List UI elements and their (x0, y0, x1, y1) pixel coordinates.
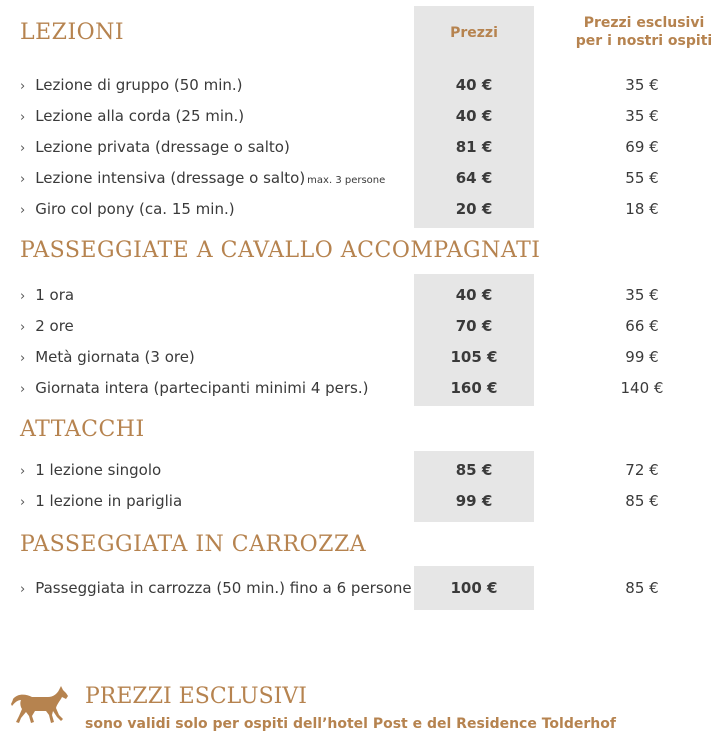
header-esclusivi-line2: per i nostri ospiti (575, 33, 713, 49)
footer-subtitle: sono validi solo per ospiti dell’hotel Post e del Residence Tolderhof (85, 716, 616, 732)
price-row (0, 373, 720, 404)
row-label-text: Giro col pony (ca. 15 min.) (35, 200, 235, 218)
row-price: 105 € (450, 348, 498, 366)
row-label (20, 138, 290, 156)
row-label (20, 379, 368, 397)
row-label (20, 317, 74, 335)
row-exclusive-price: 35 € (625, 107, 659, 125)
chevron-right-icon: › (20, 582, 26, 597)
row-price: 70 € (455, 317, 493, 335)
row-label (20, 76, 243, 94)
row-price: 20 € (455, 200, 493, 218)
row-label (20, 169, 385, 187)
price-row (0, 342, 720, 373)
price-row (0, 101, 720, 132)
price-row (0, 132, 720, 163)
row-label-text: Passeggiata in carrozza (50 min.) fino a 6 persone (35, 579, 412, 597)
header-esclusivi-line1: Prezzi esclusivi (583, 15, 705, 31)
row-label-text: Lezione di gruppo (50 min.) (35, 76, 243, 94)
row-exclusive-price: 72 € (625, 461, 659, 479)
chevron-right-icon: › (20, 141, 26, 156)
row-price: 99 € (455, 492, 493, 510)
row-exclusive-price: 99 € (625, 348, 659, 366)
chevron-right-icon: › (20, 320, 26, 335)
row-exclusive-price: 85 € (625, 492, 659, 510)
row-exclusive-price: 140 € (620, 379, 664, 397)
price-row (0, 70, 720, 101)
chevron-right-icon: › (20, 172, 26, 187)
chevron-right-icon: › (20, 110, 26, 125)
row-label-text: Lezione intensiva (dressage o salto) (35, 169, 306, 187)
chevron-right-icon: › (20, 382, 26, 397)
section-title-attacchi: ATTACCHI (20, 417, 145, 442)
horse-icon (8, 684, 70, 730)
price-row (0, 280, 720, 311)
price-row (0, 311, 720, 342)
row-price: 81 € (455, 138, 493, 156)
row-label (20, 107, 244, 125)
price-row (0, 194, 720, 225)
row-exclusive-price: 35 € (625, 286, 659, 304)
row-price: 160 € (450, 379, 498, 397)
price-row (0, 455, 720, 486)
chevron-right-icon: › (20, 495, 26, 510)
footer-title: PREZZI ESCLUSIVI (85, 684, 307, 709)
row-label-text: 1 lezione singolo (35, 461, 162, 479)
row-exclusive-price: 18 € (625, 200, 659, 218)
row-label-text: Giornata intera (partecipanti minimi 4 pers.) (35, 379, 369, 397)
row-price: 40 € (455, 76, 493, 94)
price-row (0, 573, 720, 604)
row-label-text: 1 lezione in pariglia (35, 492, 183, 510)
chevron-right-icon: › (20, 351, 26, 366)
row-price: 64 € (455, 169, 493, 187)
chevron-right-icon: › (20, 464, 26, 479)
row-label (20, 286, 74, 304)
price-row (0, 486, 720, 517)
row-price: 40 € (455, 107, 493, 125)
row-label-text: Metà giornata (3 ore) (35, 348, 195, 366)
price-row (0, 163, 720, 194)
row-exclusive-price: 55 € (625, 169, 659, 187)
row-label-text: 1 ora (35, 286, 75, 304)
row-label (20, 492, 182, 510)
row-exclusive-price: 35 € (625, 76, 659, 94)
row-price: 100 € (450, 579, 498, 597)
section-title-passeggiate: PASSEGGIATE A CAVALLO ACCOMPAGNATI (20, 238, 541, 263)
row-price: 40 € (455, 286, 493, 304)
row-label-text: Lezione privata (dressage o salto) (35, 138, 290, 156)
row-exclusive-price: 66 € (625, 317, 659, 335)
row-label (20, 461, 161, 479)
section-title-lezioni: LEZIONI (20, 20, 125, 45)
row-label-text: Lezione alla corda (25 min.) (35, 107, 245, 125)
row-label-text: 2 ore (35, 317, 74, 335)
row-label (20, 579, 412, 597)
chevron-right-icon: › (20, 203, 26, 218)
header-prezzi-esclusivi (574, 14, 714, 50)
chevron-right-icon: › (20, 79, 26, 94)
section-title-carrozza: PASSEGGIATA IN CARROZZA (20, 532, 367, 557)
row-label (20, 348, 195, 366)
row-label (20, 200, 235, 218)
row-exclusive-price: 69 € (625, 138, 659, 156)
row-price: 85 € (455, 461, 493, 479)
row-exclusive-price: 85 € (625, 579, 659, 597)
chevron-right-icon: › (20, 289, 26, 304)
row-note: max. 3 persone (307, 175, 386, 186)
header-prezzi: Prezzi (450, 25, 498, 41)
